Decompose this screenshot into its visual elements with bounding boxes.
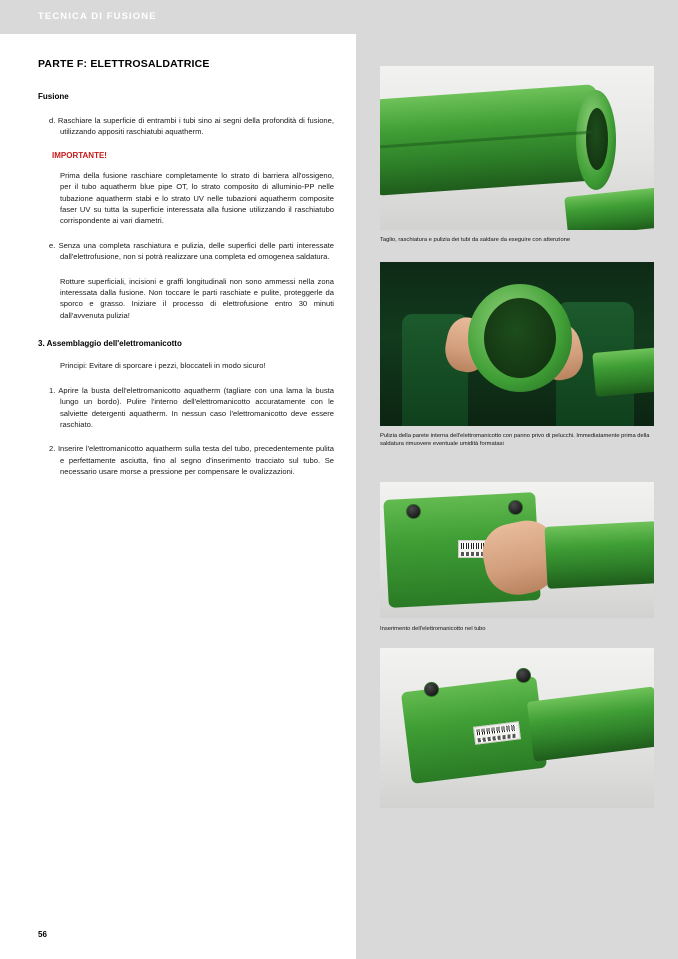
pipe-background-right xyxy=(592,347,654,397)
figure-insertion-caption: Inserimento dell'elettromanicotto nel tubo xyxy=(380,626,486,632)
coupler-terminal-right xyxy=(508,500,523,515)
paragraph-item-e: e. Senza una completa raschiatura e pulizia, delle superfici delle parti interessate dall'elettrofusione, non si potrà realizzare una completa ed omogenea saldatura. xyxy=(49,240,334,262)
coupler-terminal-left xyxy=(424,682,439,697)
section-3-title: 3. Assemblaggio dell'elettromanicotto xyxy=(38,339,182,349)
paragraph-item-d: d. Raschiare la superficie di entrambi i tubi sino ai segni della profondità di fusione, utilizzando appositi raschiatubi aquatherm. xyxy=(49,116,334,137)
paragraph-principi: Principi: Evitare di sporcare i pezzi, bloccateli in modo sicuro! xyxy=(60,361,266,371)
pipe-inserted xyxy=(544,521,654,589)
coupler-terminal-left xyxy=(406,504,421,519)
figure-insertion xyxy=(380,482,654,618)
subsection-title: Fusione xyxy=(38,92,69,101)
important-label: IMPORTANTE! xyxy=(52,150,107,160)
coupler-terminal-right xyxy=(516,668,531,683)
figure-assembled xyxy=(380,648,654,808)
text-column xyxy=(38,58,334,491)
paragraph-item-e-note: Rotture superficiali, incisioni e graffi longitudinali non sono ammessi nella zona interessata dalla fusione. Non toccare le parti raschiate e pulite, proteggerle da sporco e grasso. Iniziare il processo di elettrofusione entro 30 minuti dall'avvenuta pulizia! xyxy=(60,276,334,320)
paragraph-item-2: 2. Inserire l'elettromanicotto aquatherm sulla testa del tubo, precedentemente pulita e perfettamente asciutta, fino al segno d'inserimento tracciato sul tubo. Se necessario usare morse a pressione per compensare le ovalizzazioni. xyxy=(49,444,334,477)
figure-scraping-caption: Taglio, raschiatura e pulizia dei tubi da saldare da eseguire con attenzione xyxy=(380,237,571,243)
coupler-ring-bore xyxy=(484,298,556,378)
page-number: 56 xyxy=(38,930,47,939)
figure-scraping xyxy=(380,66,654,230)
section-title: PARTE F: ELETTROSALDATRICE xyxy=(38,58,210,70)
figure-cleaning-caption: Pulizia della parete interna dell'elettromanicotto con panno privo di pelucchi. Immediatamente prima della saldatura rimuovere eventuale umidità formatasi xyxy=(380,433,650,448)
pipe-large-bore xyxy=(586,108,608,170)
header-title: TECNICA DI FUSIONE xyxy=(38,11,157,22)
figure-cleaning xyxy=(380,262,654,426)
paragraph-important: Prima della fusione raschiare completamente lo strato di barriera all'ossigeno, per il tubo aquatherm blue pipe OT, lo strato composito di alluminio-PP nelle tubazione aquatherm stabi e lo strato UV nelle tubazioni aquatherm composite faser UV su tutta la superficie interessata alla fusione utilizzando il raschiatubo corrispondente ai vari diametri. xyxy=(60,170,334,226)
paragraph-item-1: 1. Aprire la busta dell'elettromanicotto aquatherm (tagliare con una lama la busta lungo un bordo). Pulire l'interno dell'elettromanicotto accuratamente con le salviette detergenti aquatherm. In nessun caso l'elettromanicotto deve essere raschiato. xyxy=(49,385,334,429)
